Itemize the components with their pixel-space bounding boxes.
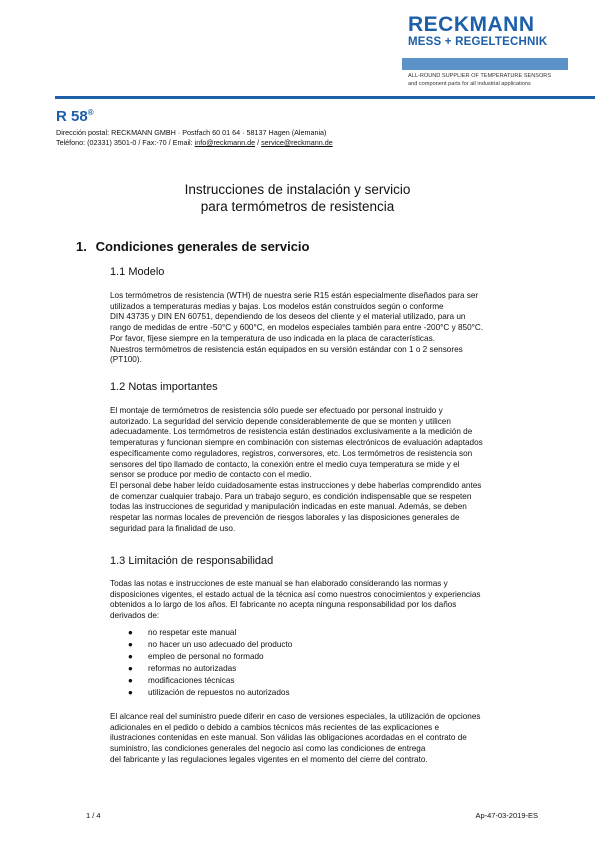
paragraph-line: obtenidos a lo largo de los años. El fabricante no acepta ninguna responsabilidad por los daños (110, 600, 457, 610)
paragraph-line: derivados de: (110, 611, 160, 621)
paragraph-line: adecuadamente. Los termómetros de resistencia están destinados exclusivamente a la medición de (110, 427, 473, 437)
logo-color-bar (402, 58, 568, 70)
section-number: 1. (76, 239, 87, 254)
paragraph-line: (PT100). (110, 355, 142, 365)
paragraph-line: El alcance real del suministro puede diferir en caso de versiones especiales, la utilización de opciones (110, 712, 481, 721)
list-item (128, 663, 548, 675)
paragraph-line: autorizado. La seguridad del servicio depende considerablemente de que se monten y utilicen (110, 416, 451, 426)
paragraph-line: suministro, las condiciones generales del negocio así como las condiciones de entrega (110, 744, 426, 754)
logo-tagline-line: ALL-ROUND SUPPLIER OF TEMPERATURE SENSORS (408, 73, 552, 79)
email-link-info[interactable]: info@reckmann.de (194, 138, 256, 147)
logo-subtitle: MESS + REGELTECHNIK (408, 36, 548, 48)
list-item (128, 639, 548, 651)
list-item (128, 675, 548, 687)
document-id: Ap-47-03-2019-ES (475, 811, 538, 820)
paragraph-line: rango de medidas de entre -50°C y 600°C, en modelos especiales también para entre -200°C y 850°C. (110, 323, 484, 333)
address-line: Dirección postal: RECKMANN GMBH · Postfach 60 01 64 · 58137 Hagen (Alemania) (56, 128, 327, 137)
title-line: Instrucciones de instalación y servicio (184, 182, 411, 197)
list-item-text: modificaciones técnicas (148, 676, 235, 685)
paragraph-notes (110, 406, 565, 534)
list-item-text: reformas no autorizadas (148, 664, 237, 673)
contact-line (56, 138, 536, 148)
logo-tagline-line: and component parts for all industrial applications (408, 81, 531, 87)
list-item-text: no respetar este manual (148, 628, 237, 637)
paragraph-line: sensores del tipo llamado de contacto, la conexión entre el medio cuya temperatura se mide y el (110, 459, 460, 469)
paragraph-line: Por favor, fíjese siempre en la temperatura de uso indicada en la placa de características. (110, 333, 435, 343)
paragraph-liability-outro (110, 712, 565, 766)
paragraph-model (110, 291, 565, 366)
email-link-service[interactable]: service@reckmann.de (261, 138, 333, 147)
list-item-text: empleo de personal no formado (148, 652, 264, 661)
list-item (128, 627, 548, 639)
company-logo (402, 10, 568, 94)
paragraph-line: sensor se produce por medio de contacto con el medio. (110, 470, 312, 480)
paragraph-line: específicamente como reguladores, registros, conversores, etc. Los termómetros de resistencia son (110, 448, 473, 458)
paragraph-line: El montaje de termómetros de resistencia sólo puede ser efectuado por personal instruido y (110, 406, 443, 415)
paragraph-line: seguridad para la finalidad de uso. (110, 523, 236, 533)
paragraph-line: El personal debe haber leído cuidadosamente estas instrucciones y debe haberlas comprendido antes (110, 480, 482, 490)
paragraph-line: respetar las normas locales de prevención de riesgos laborales y las disposiciones generales de (110, 513, 460, 523)
paragraph-liability-intro (110, 579, 565, 622)
section-heading (76, 239, 309, 254)
paragraph-line: del fabricante y las regulaciones legales vigentes en el momento del cierre del contrato. (110, 754, 428, 764)
header-rule (55, 96, 595, 99)
logo-tagline (408, 72, 570, 88)
section-title: Condiciones generales de servicio (95, 239, 310, 254)
title-line: para termómetros de resistencia (200, 199, 395, 214)
subsection-heading-model: 1.1 Modelo (110, 266, 165, 278)
bullet-icon: ● (128, 652, 133, 661)
subsection-heading-notes: 1.2 Notas importantes (110, 381, 218, 393)
email-separator: / (255, 138, 262, 147)
liability-list (128, 627, 548, 699)
logo-company-name: RECKMANN (408, 13, 535, 36)
paragraph-line: utilizados a temperaturas medias y bajas. Los modelos están construidos según o conforme (110, 301, 444, 311)
paragraph-line: temperaturas y funcionan siempre en combinación con sistemas electrónicos de evaluación adaptados (110, 438, 483, 448)
model-number (56, 108, 94, 125)
list-item (128, 651, 548, 663)
paragraph-line: de comenzar cualquier trabajo. Para un trabajo seguro, es condición indispensable que se respeten (110, 491, 472, 501)
list-item-text: utilización de repuestos no autorizados (148, 688, 290, 697)
paragraph-line: Todas las notas e instrucciones de este manual se han elaborado considerando las normas y (110, 579, 448, 588)
registered-mark: ® (87, 108, 94, 117)
bullet-icon: ● (128, 628, 133, 637)
model-name: R 58 (56, 108, 88, 125)
bullet-icon: ● (128, 688, 133, 697)
bullet-icon: ● (128, 664, 133, 673)
paragraph-line: todas las instrucciones de seguridad y manipulación indicadas en este manual. Además, se deben (110, 502, 467, 512)
bullet-icon: ● (128, 676, 133, 685)
list-item (128, 687, 548, 699)
document-title (0, 181, 595, 215)
paragraph-line: adicionales en el pedido o debido a cambios técnicos más recientes de las explicaciones e (110, 722, 440, 732)
list-item-text: no hacer un uso adecuado del producto (148, 640, 293, 649)
paragraph-line: DIN 43735 y DIN EN 60751, dependiendo de los deseos del cliente y el material utilizado, para un (110, 312, 466, 322)
page-number: 1 / 4 (86, 811, 101, 820)
paragraph-line: Nuestros termómetros de resistencia están equipados en su versión estándar con 1 o 2 sensores (110, 344, 463, 354)
paragraph-line: ilustraciones contenidas en este manual. Son válidas las obligaciones acordadas en el contrato de (110, 733, 467, 743)
paragraph-line: Los termómetros de resistencia (WTH) de nuestra serie R15 están especialmente diseñados para ser (110, 291, 479, 300)
postal-address (56, 128, 536, 148)
paragraph-line: disposiciones vigentes, el estado actual de la técnica así como nuestros conocimientos y experiencias (110, 589, 481, 599)
contact-prefix: Teléfono: (02331) 3501-0 / Fax:-70 / Email: (56, 138, 195, 147)
subsection-heading-liability: 1.3 Limitación de responsabilidad (110, 555, 274, 567)
bullet-icon: ● (128, 640, 133, 649)
